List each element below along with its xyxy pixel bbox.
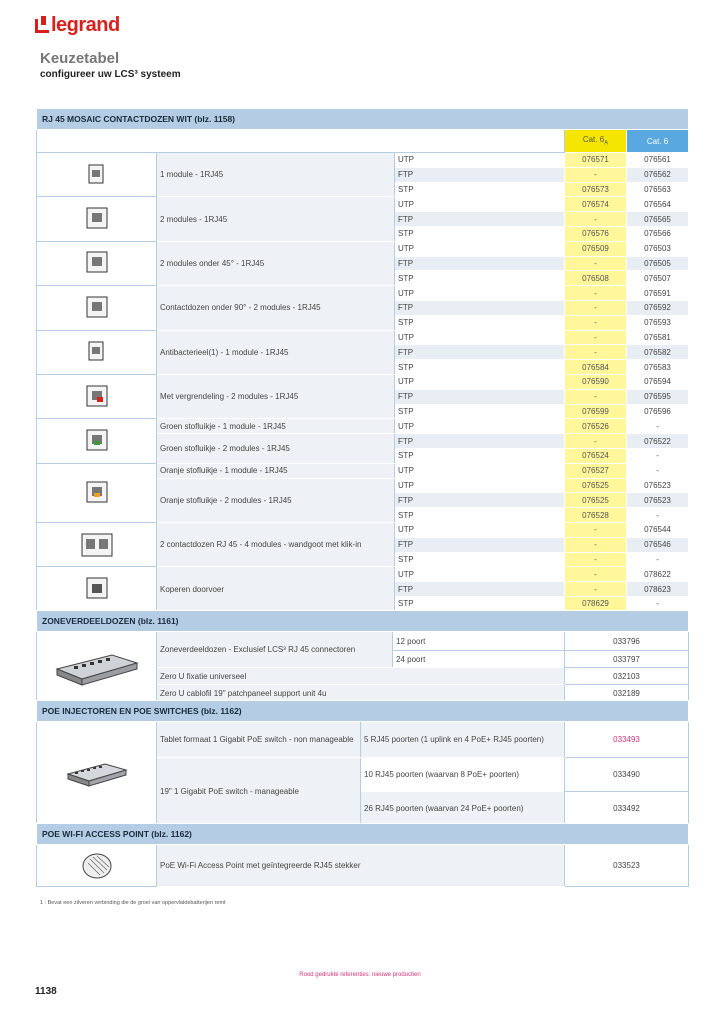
shielding-type: FTP — [395, 167, 565, 182]
shielding-type: STP — [395, 404, 565, 419]
legrand-logo-mark-icon — [35, 19, 49, 33]
section-header-poe — [37, 701, 689, 722]
cat6a-code: 076524 — [565, 448, 627, 463]
table-row — [37, 286, 689, 301]
shielding-type: STP — [395, 552, 565, 567]
table-row — [37, 722, 689, 758]
product-label: 2 modules onder 45° - 1RJ45 — [157, 241, 395, 285]
shielding-type: UTP — [395, 197, 565, 212]
shielding-type: UTP — [395, 241, 565, 256]
zone-code: 032189 — [565, 685, 689, 702]
cat6a-code: - — [565, 552, 627, 567]
shielding-type: STP — [395, 271, 565, 286]
product-label: Met vergrendeling - 2 modules - 1RJ45 — [157, 374, 395, 418]
cat6-code: - — [627, 552, 689, 567]
table-row — [37, 330, 689, 345]
shielding-type: STP — [395, 315, 565, 330]
cat6-code: 076544 — [627, 522, 689, 537]
product-image — [37, 463, 157, 522]
zone-code: 033797 — [565, 651, 689, 668]
cat6a-code: 076508 — [565, 271, 627, 286]
cat6-code: 076564 — [627, 197, 689, 212]
shielding-type: FTP — [395, 300, 565, 315]
shielding-type: UTP — [395, 567, 565, 582]
zone-code: 032103 — [565, 668, 689, 685]
product-image — [37, 153, 157, 197]
rj45-table — [36, 108, 689, 612]
cat6a-code: - — [565, 167, 627, 182]
cat6-code: 076596 — [627, 404, 689, 419]
product-image — [37, 567, 157, 611]
poe-table — [36, 700, 689, 826]
poe-code: 033493 — [565, 722, 689, 758]
rj45-socket-icon — [83, 161, 111, 189]
cat6a-code: 076525 — [565, 493, 627, 508]
product-label: 2 modules - 1RJ45 — [157, 197, 395, 241]
shielding-type: FTP — [395, 434, 565, 449]
product-label: 1 module - 1RJ45 — [157, 153, 395, 197]
zone-sub: 24 poort — [393, 651, 565, 668]
cat6a-code: - — [565, 330, 627, 345]
section-header-wifi — [37, 824, 689, 845]
table-row — [37, 845, 689, 887]
cat6-code: 076566 — [627, 226, 689, 241]
cat6-code: 076546 — [627, 537, 689, 552]
legend-note: Rood gedrukte referenties: nieuwe productien — [299, 972, 421, 978]
section-title: POE INJECTOREN EN POE SWITCHES (blz. 1162) — [37, 701, 689, 722]
shielding-type: STP — [395, 360, 565, 375]
cat6a-code: - — [565, 582, 627, 597]
cat6a-code: - — [565, 537, 627, 552]
section-title: RJ 45 MOSAIC CONTACTDOZEN WIT (blz. 1158) — [37, 109, 689, 130]
table-row — [37, 567, 689, 582]
product-image — [37, 330, 157, 374]
product-label: Antibacterieel(1) - 1 module - 1RJ45 — [157, 330, 395, 374]
table-row — [37, 241, 689, 256]
cat6a-code: 076599 — [565, 404, 627, 419]
cat6-code: 076522 — [627, 434, 689, 449]
cat6a-code: 076525 — [565, 478, 627, 493]
footnote: 1 : Bevat een zilveren verbinding die de groei van oppervlaktebatterijen remt — [40, 900, 226, 906]
product-image — [37, 522, 157, 566]
cat6-code: 076581 — [627, 330, 689, 345]
shielding-type: STP — [395, 508, 565, 523]
shielding-type: UTP — [395, 286, 565, 301]
cat6-code: 076563 — [627, 182, 689, 197]
rj45-socket-icon — [83, 383, 111, 411]
product-label: Groen stofluikje - 2 modules - 1RJ45 — [157, 434, 395, 464]
cat6-code: 076561 — [627, 153, 689, 168]
shielding-type: UTP — [395, 419, 565, 434]
poe-sub: 10 RJ45 poorten (waarvan 8 PoE+ poorten) — [361, 758, 565, 792]
zone-code: 033796 — [565, 632, 689, 651]
cat6a-code: 076571 — [565, 153, 627, 168]
zone-sub: 12 poort — [393, 632, 565, 651]
shielding-type: STP — [395, 596, 565, 611]
table-row — [37, 153, 689, 168]
rj45-socket-icon — [80, 531, 114, 559]
rj45-socket-icon — [83, 479, 111, 507]
cat6a-code: - — [565, 389, 627, 404]
cat6a-code: 076574 — [565, 197, 627, 212]
cat6a-code: 076576 — [565, 226, 627, 241]
product-label: Contactdozen onder 90° - 2 modules - 1RJ45 — [157, 286, 395, 330]
zone-label: Zoneverdeeldozen - Exclusief LCS³ RJ 45 connectoren — [157, 632, 393, 668]
product-image — [37, 419, 157, 463]
cat6a-code: 076528 — [565, 508, 627, 523]
cat6-code: - — [627, 419, 689, 434]
rj45-socket-icon — [83, 338, 111, 366]
cat6-code: 076565 — [627, 212, 689, 227]
cat6-code: 076591 — [627, 286, 689, 301]
section-header-rj45 — [37, 109, 689, 130]
product-image — [37, 241, 157, 285]
shielding-type: UTP — [395, 153, 565, 168]
cat6a-code: 076573 — [565, 182, 627, 197]
table-row — [37, 632, 689, 651]
shielding-type: FTP — [395, 212, 565, 227]
cat6a-code: 076590 — [565, 374, 627, 389]
shielding-type: FTP — [395, 537, 565, 552]
rj45-socket-icon — [83, 575, 111, 603]
cat6a-code: 076509 — [565, 241, 627, 256]
rj45-socket-icon — [83, 427, 111, 455]
poe-code: 033492 — [565, 792, 689, 826]
section-title: POE WI-FI ACCESS POINT (blz. 1162) — [37, 824, 689, 845]
rj45-socket-icon — [83, 249, 111, 277]
cat6a-code: - — [565, 286, 627, 301]
shielding-type: FTP — [395, 582, 565, 597]
zone-label: Zero U fixatie universeel — [157, 668, 565, 685]
cat6-code: - — [627, 448, 689, 463]
page-subtitle: configureer uw LCS³ systeem — [40, 69, 181, 80]
table-row — [37, 374, 689, 389]
cat6-code: 076593 — [627, 315, 689, 330]
product-label: Groen stofluikje - 1 module - 1RJ45 — [157, 419, 395, 434]
shielding-type: UTP — [395, 478, 565, 493]
section-title: ZONEVERDEELDOZEN (blz. 1161) — [37, 611, 689, 632]
cat6a-code: - — [565, 256, 627, 271]
product-label: Oranje stofluikje - 2 modules - 1RJ45 — [157, 478, 395, 522]
wifi-label: PoE Wi-Fi Access Point met geïntegreerde RJ45 stekker — [157, 845, 565, 887]
wifi-code: 033523 — [565, 845, 689, 887]
table-row — [37, 197, 689, 212]
shielding-type: STP — [395, 182, 565, 197]
product-label: 2 contactdozen RJ 45 - 4 modules - wandgoot met klik-in — [157, 522, 395, 566]
poe-label: Tablet formaat 1 Gigabit PoE switch - non manageable — [157, 722, 361, 758]
cat6a-code: - — [565, 212, 627, 227]
cat6-code: 076523 — [627, 478, 689, 493]
cat6-code: 076595 — [627, 389, 689, 404]
product-image — [37, 197, 157, 241]
cat6-code: 078623 — [627, 582, 689, 597]
cat6-code: 076562 — [627, 167, 689, 182]
poe-switch-icon — [65, 760, 129, 788]
page-title: Keuzetabel — [40, 50, 120, 67]
shielding-type: UTP — [395, 463, 565, 478]
cat6a-code: 076584 — [565, 360, 627, 375]
column-header-row — [37, 130, 689, 153]
shielding-type: STP — [395, 226, 565, 241]
wifi-table — [36, 823, 689, 887]
cat6a-code: 076527 — [565, 463, 627, 478]
table-row — [37, 463, 689, 478]
zone-label: Zero U cablofil 19" patchpaneel support unit 4u — [157, 685, 565, 702]
poe-code: 033490 — [565, 758, 689, 792]
cat6a-code: 076526 — [565, 419, 627, 434]
cat6a-code: - — [565, 522, 627, 537]
shielding-type: UTP — [395, 330, 565, 345]
zone-box-image — [37, 632, 157, 702]
section-header-zone — [37, 611, 689, 632]
shielding-type: FTP — [395, 389, 565, 404]
column-cat6a: Cat. $6_A$ — [565, 130, 627, 153]
product-image — [37, 286, 157, 330]
cat6-code: - — [627, 508, 689, 523]
zone-distribution-box-icon — [52, 647, 142, 687]
cat6a-code: - — [565, 434, 627, 449]
cat6-code: 076505 — [627, 256, 689, 271]
cat6-code: 076594 — [627, 374, 689, 389]
shielding-type: FTP — [395, 493, 565, 508]
cat6-code: 076592 — [627, 300, 689, 315]
product-image — [37, 374, 157, 418]
brand-name: legrand — [51, 14, 120, 36]
cat6-code: 078622 — [627, 567, 689, 582]
cat6-code: 076503 — [627, 241, 689, 256]
cat6-code: - — [627, 463, 689, 478]
rj45-socket-icon — [83, 205, 111, 233]
poe-sub: 26 RJ45 poorten (waarvan 24 PoE+ poorten) — [361, 792, 565, 826]
product-label: Koperen doorvoer — [157, 567, 395, 611]
header-spacer — [37, 130, 565, 153]
shielding-type: UTP — [395, 374, 565, 389]
cat6-code: 076523 — [627, 493, 689, 508]
product-label: Oranje stofluikje - 1 module - 1RJ45 — [157, 463, 395, 478]
poe-sub: 5 RJ45 poorten (1 uplink en 4 PoE+ RJ45 poorten) — [361, 722, 565, 758]
zone-table — [36, 610, 689, 702]
wifi-access-point-icon — [80, 851, 114, 881]
page-number: 1138 — [35, 986, 57, 997]
legrand-logo — [35, 14, 120, 37]
shielding-type: FTP — [395, 345, 565, 360]
shielding-type: STP — [395, 448, 565, 463]
cat6a-code: - — [565, 300, 627, 315]
cat6-code: 076582 — [627, 345, 689, 360]
cat6-code: - — [627, 596, 689, 611]
table-row — [37, 522, 689, 537]
table-row — [37, 419, 689, 434]
cat6-code: 076507 — [627, 271, 689, 286]
cat6a-code: 078629 — [565, 596, 627, 611]
cat6a-code: - — [565, 315, 627, 330]
shielding-type: FTP — [395, 256, 565, 271]
wifi-ap-image — [37, 845, 157, 887]
cat6a-code: - — [565, 567, 627, 582]
cat6a-code: - — [565, 345, 627, 360]
shielding-type: UTP — [395, 522, 565, 537]
rj45-socket-icon — [83, 294, 111, 322]
column-cat6: Cat. 6 — [627, 130, 689, 153]
poe-switch-image — [37, 722, 157, 826]
poe-label: 19" 1 Gigabit PoE switch - manageable — [157, 758, 361, 826]
cat6-code: 076583 — [627, 360, 689, 375]
